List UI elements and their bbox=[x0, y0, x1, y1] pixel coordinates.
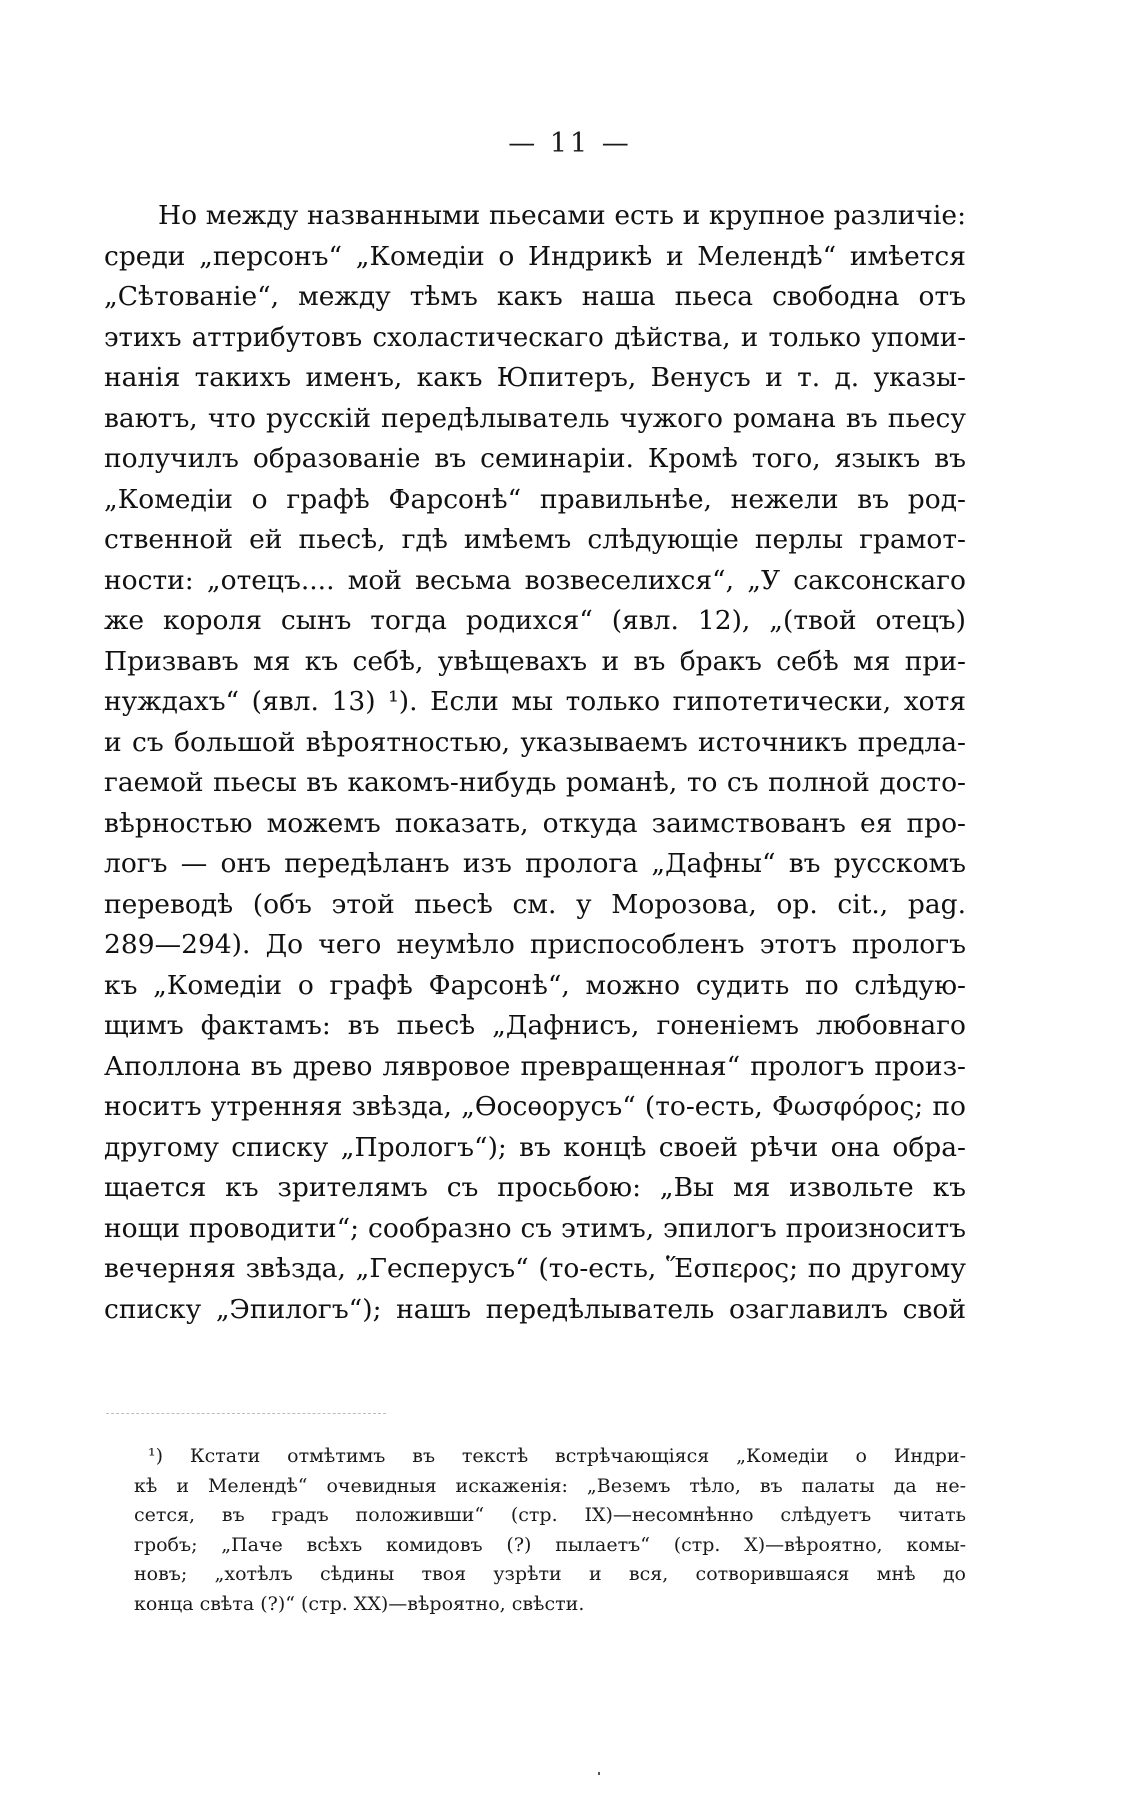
text-line: другому списку „Прологъ“); въ концѣ своей рѣчи она обра- bbox=[104, 1131, 966, 1163]
text-line: списку „Эпилогъ“); нашъ передѣлыватель озаглавилъ свой bbox=[104, 1293, 966, 1325]
text-line: нанія такихъ именъ, какъ Юпитеръ, Венусъ и т. д. указы- bbox=[104, 362, 966, 393]
footnote-line: кѣ и Мелендѣ“ очевидныя искаженія: „Веземъ тѣло, въ палаты да не- bbox=[134, 1474, 966, 1497]
text-line: 289—294). До чего неумѣло приспособленъ этотъ прологъ bbox=[104, 929, 966, 960]
text-line: ственной ей пьесѣ, гдѣ имѣемъ слѣдующіе перлы грамот- bbox=[104, 524, 966, 555]
text-line: ваютъ, что русскій передѣлыватель чужого романа въ пьесу bbox=[104, 402, 966, 434]
footnote bbox=[134, 1442, 966, 1619]
text-line: къ „Комедіи о графѣ Фарсонѣ“, можно судить по слѣдую- bbox=[104, 969, 966, 1001]
main-text bbox=[104, 196, 966, 1330]
text-line: нуждахъ“ (явл. 13) ¹). Если мы только гипотетически, хотя bbox=[104, 686, 966, 717]
footnote-line: сется, въ градъ положивши“ (стр. IX)—несомнѣнно слѣдуетъ читать bbox=[134, 1504, 966, 1526]
footnote-separator bbox=[106, 1413, 386, 1414]
footnote-line: конца свѣта (?)“ (стр. XX)—вѣроятно, свѣсти. bbox=[134, 1592, 585, 1615]
footnote-line: новъ; „хотѣлъ сѣдины твоя узрѣти и вся, сотворившаяся мнѣ до bbox=[134, 1563, 966, 1585]
text-line: Призвавъ мя къ себѣ, увѣщевахъ и въ бракъ себѣ мя при- bbox=[104, 645, 966, 677]
text-line: вѣрностью можемъ показать, откуда заимствованъ ея про- bbox=[104, 807, 966, 839]
footnote-line: ¹) Кстати отмѣтимъ въ текстѣ встрѣчающіяся „Комедіи о Индри- bbox=[148, 1445, 966, 1467]
page-number: — 11 — bbox=[508, 128, 632, 159]
text-line: нощи проводити“; сообразно съ этимъ, эпилогъ произноситъ bbox=[104, 1212, 966, 1244]
text-line: вечерняя звѣзда, „Гесперусъ“ (то-есть, Ἕσπερος; по другому bbox=[104, 1253, 966, 1284]
text-line: переводѣ (объ этой пьесѣ см. у Морозова, op. cit., pag. bbox=[104, 888, 966, 920]
text-line: получилъ образованіе въ семинаріи. Кромѣ того, языкъ въ bbox=[104, 443, 966, 474]
text-line: носитъ утренняя звѣзда, „Ѳосѳорусъ“ (то-есть, Φωσφόρος; по bbox=[104, 1091, 966, 1122]
text-line: „Комедіи о графѣ Фарсонѣ“ правильнѣе, нежели въ род- bbox=[104, 483, 966, 515]
text-line: щимъ фактамъ: въ пьесѣ „Дафнисъ, гоненіемъ любовнаго bbox=[104, 1010, 966, 1041]
footnote-line: гробъ; „Паче всѣхъ комидовъ (?) пылаетъ“ (стр. X)—вѣроятно, комы- bbox=[134, 1533, 966, 1556]
text-line: гаемой пьесы въ какомъ-нибудь романѣ, то съ полной досто- bbox=[104, 767, 966, 798]
text-line: Аполлона въ древо лявровое превращенная“ прологъ произ- bbox=[104, 1050, 966, 1082]
text-line: логъ — онъ передѣланъ изъ пролога „Дафны“ въ русскомъ bbox=[104, 848, 966, 879]
text-line: этихъ аттрибутовъ схоластическаго дѣйства, и только упоми- bbox=[104, 322, 966, 353]
scan-speck bbox=[598, 1772, 600, 1775]
text-line: ности: „отецъ.... мой весьма возвеселихся“, „У саксонскаго bbox=[104, 564, 966, 596]
text-line: „Сѣтованіе“, между тѣмъ какъ наша пьеса свободна отъ bbox=[104, 281, 966, 312]
text-line: щается къ зрителямъ съ просьбою: „Вы мя извольте къ bbox=[104, 1172, 966, 1203]
text-line: же короля сынъ тогда родихся“ (явл. 12), „(твой отецъ) bbox=[104, 605, 966, 636]
text-line: Но между названными пьесами есть и крупное различіе: bbox=[158, 200, 966, 231]
text-line: и съ большой вѣроятностью, указываемъ источникъ предла- bbox=[104, 726, 966, 758]
text-line: среди „персонъ“ „Комедіи о Индрикѣ и Мелендѣ“ имѣется bbox=[104, 240, 966, 272]
